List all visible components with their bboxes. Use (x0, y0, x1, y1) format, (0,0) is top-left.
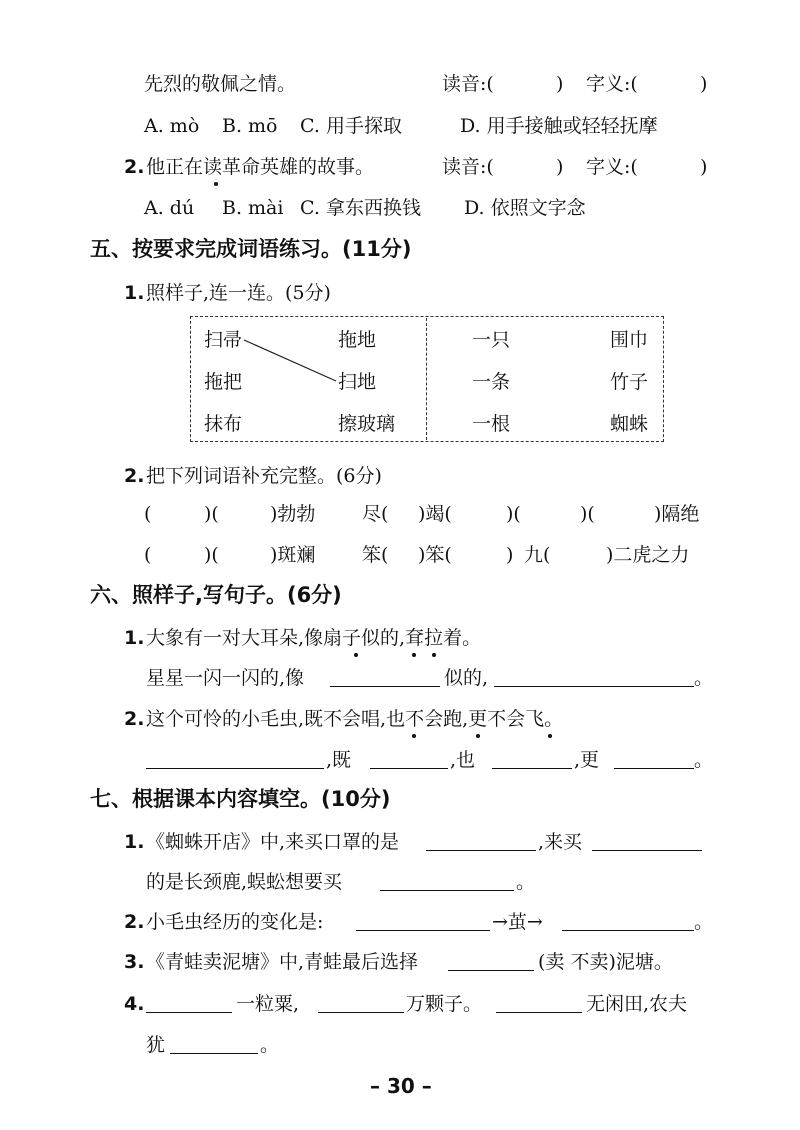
q4-option-a-1: A. mò (144, 115, 200, 137)
q4-meaning-close-1: ) (700, 73, 708, 95)
answer-blank[interactable] (146, 748, 324, 769)
q7-s4-end: 。 (260, 1034, 280, 1056)
answer-blank[interactable] (380, 870, 514, 891)
matching-divider (426, 318, 427, 440)
idiom-r1-part7: )( (580, 503, 595, 525)
q4-meaning-label-1: 字义:( (586, 73, 638, 95)
answer-blank[interactable] (146, 992, 232, 1013)
page-number: – 30 – (370, 1074, 432, 1098)
q4-line1: 先烈的敬佩之情。 (144, 73, 297, 95)
q7-s3-prompt-b: (卖 不卖)泥塘。 (538, 951, 673, 973)
idiom-r1-part3: )勃勃 (270, 503, 316, 525)
emphasis-dot (354, 653, 358, 657)
right-word-2: 一条 (472, 371, 511, 393)
idiom-r2-part1: ( (144, 544, 152, 566)
q4-option-c-2: C. 拿东西换钱 (300, 197, 421, 219)
q4-option-d-2: D. 依照文字念 (464, 197, 586, 219)
q4-read-label-2: 读音:( (442, 156, 494, 178)
q7-s2-prompt-a: 小毛虫经历的变化是: (146, 911, 324, 933)
left-word-2: 拖把 (204, 371, 243, 393)
q4-meaning-close-2: ) (700, 156, 708, 178)
answer-blank[interactable] (426, 830, 536, 851)
answer-blank[interactable] (562, 910, 694, 931)
q5-s1-instruction: 照样子,连一连。(5分) (146, 282, 331, 304)
q6-s2-number: 2. (124, 708, 145, 730)
q7-s1-prompt-c: 的是长颈鹿,蜈蚣想要买 (146, 871, 343, 893)
answer-blank[interactable] (330, 666, 440, 687)
q7-s4-prompt-b: 万颗子。 (406, 993, 483, 1015)
q7-s1-prompt-a: 《蜘蛛开店》中,来买口罩的是 (146, 831, 400, 853)
right-word-3: 一根 (472, 413, 511, 435)
q6-s1-end: 。 (694, 667, 714, 689)
q6-s2-prompt-c: ,更 (574, 749, 600, 771)
answer-blank[interactable] (496, 992, 582, 1013)
q5-s2-number: 2. (124, 465, 145, 487)
q6-s1-example: 大象有一对大耳朵,像扇子似的,耷拉着。 (146, 627, 482, 649)
section-5-title: 五、按要求完成词语练习。(11分) (90, 237, 412, 261)
left-word-3: 抹布 (204, 413, 243, 435)
answer-blank[interactable] (614, 748, 694, 769)
left-match-3: 擦玻璃 (338, 413, 396, 435)
q7-s2-prompt-b: →茧→ (492, 911, 543, 933)
answer-blank[interactable] (170, 1033, 258, 1054)
q5-s2-instruction: 把下列词语补充完整。(6分) (146, 465, 382, 487)
q7-s4-prompt-d: 犹 (146, 1034, 166, 1056)
right-match-3: 蜘蛛 (610, 413, 649, 435)
q4-read-close-1: ) (556, 73, 564, 95)
idiom-r2-part7: 九( (524, 544, 551, 566)
emphasis-dot (412, 653, 416, 657)
left-match-1: 拖地 (338, 329, 377, 351)
q4-option-a-2: A. dú (144, 197, 195, 219)
q4-option-d-1: D. 用手接触或轻轻抚摩 (460, 115, 658, 137)
q6-s2-prompt-b: ,也 (450, 749, 476, 771)
emphasis-dot (214, 182, 218, 186)
right-match-1: 围巾 (610, 329, 649, 351)
q4-item2-text: 他正在读革命英雄的故事。 (146, 156, 375, 178)
idiom-r2-part8: )二虎之力 (606, 544, 690, 566)
emphasis-dot (432, 653, 436, 657)
q7-s3-prompt-a: 《青蛙卖泥塘》中,青蛙最后选择 (146, 951, 419, 973)
idiom-r1-part5: )竭( (418, 503, 452, 525)
idiom-r1-part2: )( (204, 503, 219, 525)
q6-s1-number: 1. (124, 627, 145, 649)
idiom-r1-part4: 尽( (362, 503, 389, 525)
idiom-r2-part4: 笨( (362, 544, 389, 566)
q4-option-b-1: B. mō (222, 115, 278, 137)
left-match-2: 扫地 (338, 371, 377, 393)
q7-s1-number: 1. (124, 831, 145, 853)
q4-read-close-2: ) (556, 156, 564, 178)
q7-s1-end: 。 (516, 871, 536, 893)
answer-blank[interactable] (592, 830, 702, 851)
q6-s1-prompt-b: 似的, (444, 667, 489, 689)
q7-s4-prompt-c: 无闲田,农夫 (586, 993, 688, 1015)
q7-s2-number: 2. (124, 911, 145, 933)
q6-s2-prompt-a: ,既 (326, 749, 352, 771)
q6-s1-prompt-a: 星星一闪一闪的,像 (146, 667, 305, 689)
idiom-r2-part5: )笨( (418, 544, 452, 566)
q6-s2-example: 这个可怜的小毛虫,既不会唱,也不会跑,更不会飞。 (146, 708, 564, 730)
answer-blank[interactable] (356, 910, 490, 931)
q7-s4-number: 4. (124, 993, 145, 1015)
answer-blank[interactable] (318, 992, 404, 1013)
idiom-r1-part8: )隔绝 (654, 503, 700, 525)
q7-s3-number: 3. (124, 951, 145, 973)
answer-blank[interactable] (494, 666, 694, 687)
q4-option-c-1: C. 用手探取 (300, 115, 402, 137)
answer-blank[interactable] (492, 748, 572, 769)
answer-blank[interactable] (370, 748, 448, 769)
emphasis-dot (476, 734, 480, 738)
idiom-r2-part2: )( (204, 544, 219, 566)
right-match-2: 竹子 (610, 371, 649, 393)
q4-option-b-2: B. mài (222, 197, 284, 219)
q4-meaning-label-2: 字义:( (586, 156, 638, 178)
right-word-1: 一只 (472, 329, 511, 351)
section-6-title: 六、照样子,写句子。(6分) (90, 583, 342, 607)
q5-s1-number: 1. (124, 282, 145, 304)
emphasis-dot (412, 734, 416, 738)
q7-s2-end: 。 (694, 911, 714, 933)
left-word-1: 扫帚 (204, 329, 243, 351)
idiom-r1-part1: ( (144, 503, 152, 525)
q6-s2-end: 。 (694, 749, 714, 771)
idiom-r1-part6: )( (506, 503, 521, 525)
section-7-title: 七、根据课本内容填空。(10分) (90, 787, 391, 811)
q4-item2-number: 2. (124, 156, 145, 178)
q7-s1-prompt-b: ,来买 (538, 831, 583, 853)
idiom-r2-part3: )斑斓 (270, 544, 316, 566)
q4-read-label-1: 读音:( (442, 73, 494, 95)
answer-blank[interactable] (448, 950, 534, 971)
matching-box (190, 316, 664, 442)
emphasis-dot (548, 734, 552, 738)
idiom-r2-part6: ) (506, 544, 514, 566)
q7-s4-prompt-a: 一粒粟, (236, 993, 300, 1015)
